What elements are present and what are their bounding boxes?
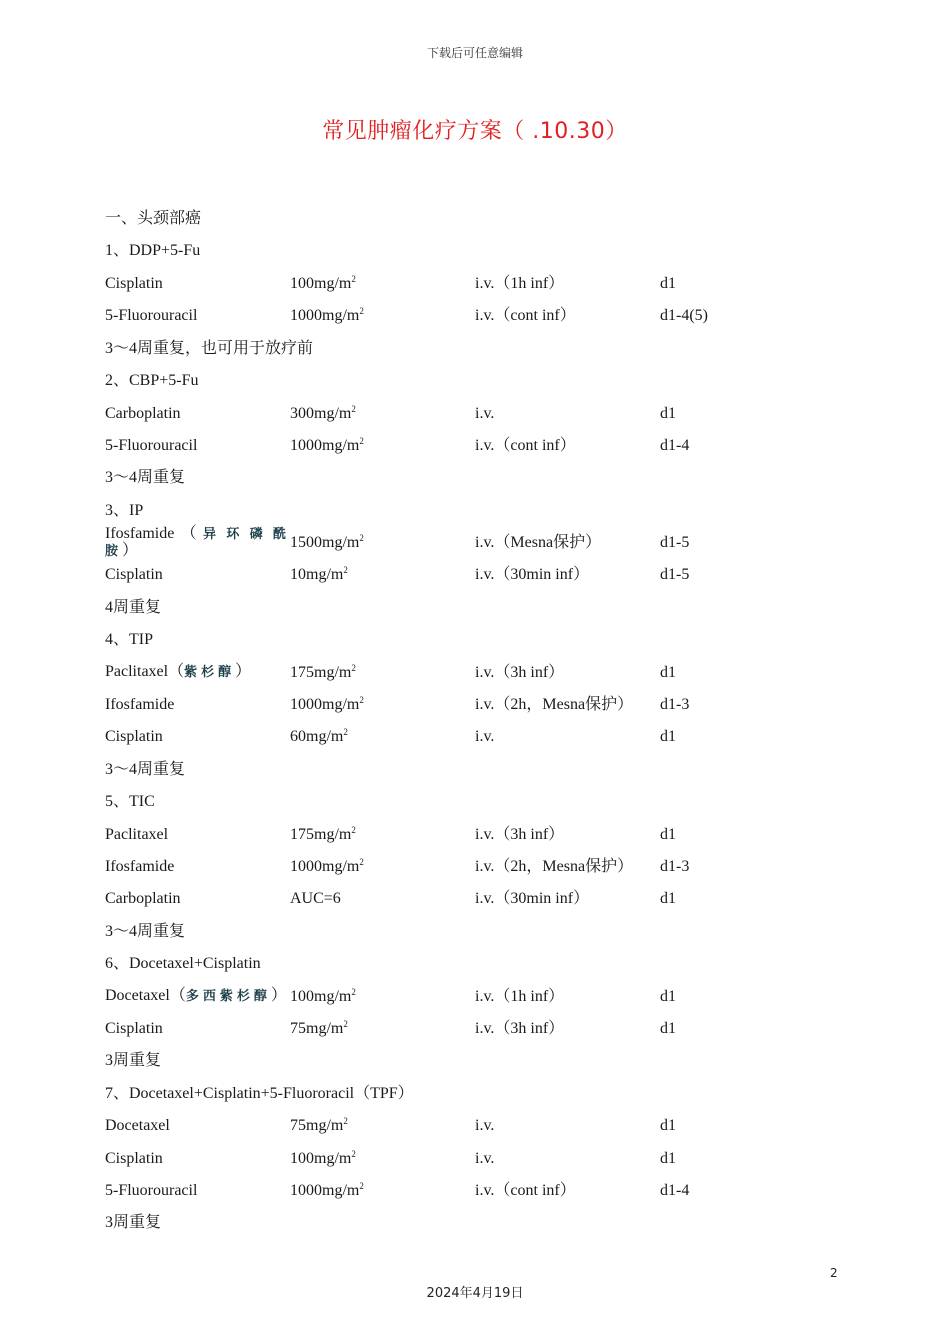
dose-exponent: 2 (343, 565, 348, 576)
drug-row (105, 430, 845, 462)
dose-value: 175mg/m (290, 663, 352, 681)
repeat-note: 3～4周重复 (105, 760, 186, 778)
dose-value: 75mg/m (290, 1117, 344, 1135)
dose-exponent: 2 (351, 662, 356, 673)
drug-name-en: Docetaxel (105, 1117, 170, 1135)
schedule-days: d1 (660, 890, 676, 908)
regimen-heading: 1、DDP+5-Fu (105, 242, 201, 260)
drug-row (105, 1175, 845, 1207)
drug-row (105, 883, 845, 915)
route: i.v.（1h inf） (475, 987, 565, 1005)
dose (290, 697, 475, 713)
drug-name-en: Cisplatin (105, 1019, 163, 1037)
dose-exponent: 2 (351, 1148, 356, 1159)
route: i.v.（30min inf） (475, 890, 590, 908)
drug-name-en: Carboplatin (105, 890, 181, 908)
route: i.v.（cont inf） (475, 307, 576, 325)
route: i.v. (475, 728, 495, 746)
drug-name (105, 859, 290, 875)
drug-row (105, 689, 845, 721)
dose (290, 567, 475, 583)
route: i.v.（3h inf） (475, 663, 565, 681)
dose-exponent: 2 (351, 403, 356, 414)
drug-row (105, 1013, 845, 1045)
schedule-days: d1 (660, 987, 676, 1005)
drug-name: Ifosfamide（异环磷酰胺） (105, 525, 290, 560)
route: i.v.（Mesna保护） (475, 534, 602, 552)
schedule-days: d1 (660, 1117, 676, 1135)
schedule-days: d1 (660, 728, 676, 746)
repeat-note: 4周重复 (105, 598, 162, 616)
schedule-days: d1 (660, 1019, 676, 1037)
drug-name (105, 729, 290, 745)
dose-exponent: 2 (351, 986, 356, 997)
drug-name (105, 1021, 290, 1037)
dose (290, 891, 475, 907)
drug-name-en: 5-Fluorouracil (105, 1181, 198, 1199)
route: i.v.（1h inf） (475, 274, 565, 292)
dose-value: 1500mg/m (290, 534, 360, 552)
dose (290, 662, 475, 681)
route: i.v.（30min inf） (475, 566, 590, 584)
route: i.v. (475, 404, 495, 422)
dose (290, 535, 475, 551)
regimen-heading: 5、TIC (105, 793, 155, 811)
drug-name (105, 406, 290, 422)
repeat-note: 3～4周重复 (105, 922, 186, 940)
route: i.v.（3h inf） (475, 825, 565, 843)
drug-name-en: 5-Fluorouracil (105, 436, 198, 454)
schedule-days: d1 (660, 825, 676, 843)
dose-value: 1000mg/m (290, 696, 360, 714)
regimen-heading: 4、TIP (105, 631, 154, 649)
drug-name-en: 5-Fluorouracil (105, 307, 198, 325)
drug-name (105, 276, 290, 292)
dose-value: 175mg/m (290, 825, 352, 843)
schedule-days: d1-3 (660, 696, 690, 714)
route: i.v.（cont inf） (475, 1181, 576, 1199)
dose-exponent: 2 (359, 857, 364, 867)
dose-value: 100mg/m (290, 987, 352, 1005)
dose-value: 1000mg/m (290, 307, 360, 325)
drug-row (105, 851, 845, 883)
repeat-note: 3周重复 (105, 1052, 162, 1070)
schedule-days: d1-4 (660, 1181, 690, 1199)
dose (290, 1118, 475, 1134)
dose (290, 273, 475, 292)
repeat-note: 3～4周重复 (105, 469, 186, 487)
repeat-note: 3周重复 (105, 1214, 162, 1232)
drug-name-cn: 紫杉醇 (184, 665, 236, 681)
dose-value: 100mg/m (290, 274, 352, 292)
route: i.v.（2h，Mesna保护） (475, 858, 634, 875)
dose-value: 100mg/m (290, 1149, 352, 1167)
drug-row (105, 300, 845, 332)
dose (290, 1148, 475, 1167)
header-note: 下载后可任意编辑 (426, 46, 523, 60)
drug-row (105, 721, 845, 753)
route: i.v.（3h inf） (475, 1019, 565, 1037)
drug-name-en: Docetaxel (105, 987, 170, 1005)
dose (290, 403, 475, 422)
drug-name-en: Ifosfamide (105, 696, 175, 714)
footer-date: 2024年4月19日 (426, 1286, 524, 1301)
route: i.v. (475, 1149, 495, 1167)
drug-name-en: Paclitaxel (105, 825, 169, 843)
drug-row (105, 527, 845, 559)
dose-value: 10mg/m (290, 566, 344, 584)
regimen-heading: 6、Docetaxel+Cisplatin (105, 954, 261, 972)
drug-row (105, 268, 845, 300)
drug-row (105, 818, 845, 850)
schedule-days: d1 (660, 404, 676, 422)
drug-name-en: Ifosfamide (105, 525, 175, 543)
drug-name (105, 891, 290, 907)
dose-exponent: 2 (359, 435, 364, 446)
route: i.v.（cont inf） (475, 436, 576, 454)
schedule-days: d1 (660, 663, 676, 681)
drug-name (105, 567, 290, 583)
schedule-days: d1 (660, 274, 676, 292)
dose (290, 824, 475, 843)
drug-name: Paclitaxel（紫杉醇） (105, 663, 252, 681)
dose-exponent: 2 (343, 1116, 348, 1127)
drug-row (105, 1110, 845, 1142)
dose-value: 1000mg/m (290, 858, 360, 875)
drug-name-cn: 多西紫杉醇 (185, 989, 271, 1005)
dose-exponent: 2 (351, 273, 356, 284)
dose-value: 1000mg/m (290, 436, 360, 454)
repeat-note: 3～4周重复，也可用于放疗前 (105, 339, 314, 357)
section-heading: 一、头颈部癌 (105, 210, 202, 227)
drug-name: Docetaxel（多西紫杉醇） (105, 987, 287, 1005)
schedule-days: d1-3 (660, 858, 690, 875)
dose-value: 60mg/m (290, 728, 344, 746)
regimen-heading: 7、Docetaxel+Cisplatin+5-Fluororacil（TPF） (105, 1084, 414, 1102)
drug-name (105, 308, 290, 324)
dose-exponent: 2 (359, 1180, 364, 1191)
schedule-days: d1 (660, 1149, 676, 1167)
drug-name-en: Cisplatin (105, 566, 163, 584)
drug-name (105, 1118, 290, 1134)
schedule-days: d1-4(5) (660, 307, 708, 325)
dose-exponent: 2 (359, 533, 364, 544)
dose-value: AUC=6 (290, 890, 341, 908)
drug-name-en: Ifosfamide (105, 858, 175, 875)
drug-name (105, 438, 290, 454)
dose-exponent: 2 (343, 727, 348, 738)
regimen-heading: 2、CBP+5-Fu (105, 371, 199, 389)
dose (290, 1180, 475, 1199)
dose (290, 1018, 475, 1037)
drug-name-en: Cisplatin (105, 728, 163, 746)
dose (290, 308, 475, 324)
page-number: 2 (830, 1266, 838, 1280)
dose-value: 75mg/m (290, 1019, 344, 1037)
drug-name-en: Cisplatin (105, 1149, 163, 1167)
schedule-days: d1-4 (660, 436, 690, 454)
drug-name (105, 827, 290, 843)
dose (290, 729, 475, 745)
drug-name-cn: 异环磷酰胺 (105, 527, 290, 560)
drug-name (105, 1183, 290, 1199)
dose (290, 435, 475, 454)
drug-name-en: Carboplatin (105, 404, 181, 422)
drug-row (105, 1142, 845, 1174)
drug-row (105, 656, 845, 688)
dose-exponent: 2 (351, 824, 356, 835)
drug-name-en: Paclitaxel (105, 663, 169, 681)
drug-row (105, 980, 845, 1012)
route: i.v. (475, 1117, 495, 1135)
dose-value: 1000mg/m (290, 1181, 360, 1199)
dose (290, 859, 475, 875)
dose-exponent: 2 (359, 306, 364, 317)
regimen-heading: 3、IP (105, 501, 144, 519)
drug-row (105, 397, 845, 429)
route: i.v.（2h，Mesna保护） (475, 696, 634, 714)
dose-value: 300mg/m (290, 404, 352, 422)
document-body (105, 203, 845, 1240)
schedule-days: d1-5 (660, 534, 690, 552)
drug-name (105, 697, 290, 713)
document-title: 常见肿瘤化疗方案（ .10.30） (322, 119, 628, 144)
dose-exponent: 2 (343, 1018, 348, 1029)
drug-name (105, 1151, 290, 1167)
schedule-days: d1-5 (660, 566, 690, 584)
drug-name-en: Cisplatin (105, 274, 163, 292)
drug-row (105, 559, 845, 591)
dose (290, 986, 475, 1005)
dose-exponent: 2 (359, 695, 364, 706)
regimen-list (105, 235, 845, 1239)
